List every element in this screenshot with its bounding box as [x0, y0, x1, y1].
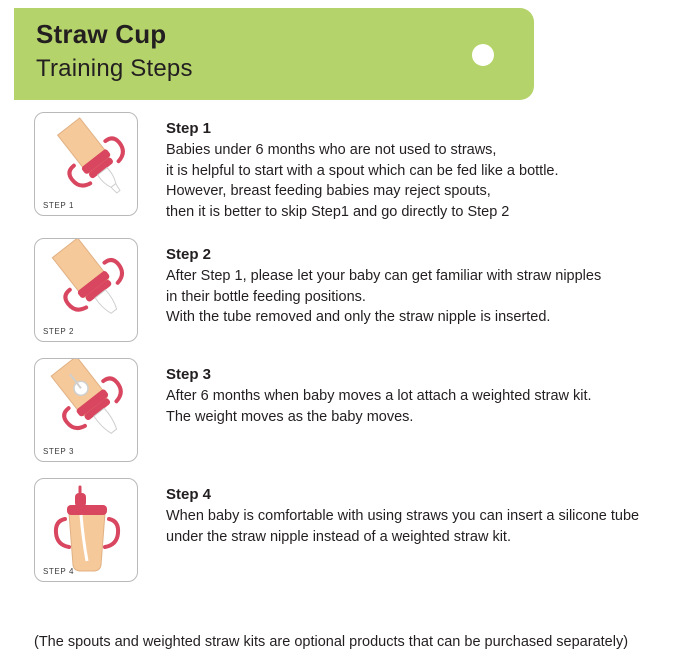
page-subtitle: Training Steps [36, 55, 193, 82]
step-1-line-2: it is helpful to start with a spout which can be fed like a bottle. [166, 162, 559, 179]
list-item [0, 478, 679, 582]
step-1-line-4: then it is better to skip Step1 and go directly to Step 2 [166, 203, 510, 220]
step-1-line-3: However, breast feeding babies may reject spouts, [166, 183, 491, 200]
step-1-text [166, 112, 559, 222]
list-item [0, 112, 679, 222]
step-4-line-2: under the straw nipple instead of a weighted straw kit. [166, 528, 511, 545]
step-4-line-1: When baby is comfortable with using straws you can insert a silicone tube [166, 508, 640, 525]
step-2-text [166, 238, 601, 328]
step-2-title: Step 2 [166, 246, 212, 264]
step-1-line-1: Babies under 6 months who are not used to straws, [166, 142, 497, 158]
step-3-thumbnail [34, 358, 138, 462]
step-2-thumbnail [34, 238, 138, 342]
step-1-title: Step 1 [166, 120, 212, 137]
white-dot-icon [472, 44, 494, 66]
steps-list [0, 112, 679, 598]
thumbnail-caption: STEP 2 [43, 327, 75, 337]
step-4-thumbnail [34, 478, 138, 582]
step-2-line-3: With the tube removed and only the straw nipple is inserted. [166, 309, 551, 326]
step-3-text [166, 358, 592, 427]
header-banner [14, 8, 534, 100]
footnote: (The spouts and weighted straw kits are optional products that can be purchased separately) [34, 634, 629, 650]
list-item [0, 358, 679, 462]
step-3-line-1: After 6 months when baby moves a lot attach a weighted straw kit. [166, 388, 592, 405]
step-4-text [166, 478, 639, 547]
step-3-title: Step 3 [166, 366, 212, 384]
step-1-thumbnail [34, 112, 138, 216]
step-3-line-2: The weight moves as the baby moves. [166, 408, 414, 425]
thumbnail-caption: STEP 1 [43, 201, 75, 210]
thumbnail-caption: STEP 3 [43, 447, 75, 457]
list-item [0, 238, 679, 342]
step-4-title: Step 4 [166, 486, 212, 504]
page-title: Straw Cup [36, 19, 167, 49]
thumbnail-caption: STEP 4 [43, 567, 75, 577]
step-2-line-1: After Step 1, please let your baby can get familiar with straw nipples [166, 268, 602, 285]
step-2-line-2: in their bottle feeding positions. [166, 288, 366, 305]
